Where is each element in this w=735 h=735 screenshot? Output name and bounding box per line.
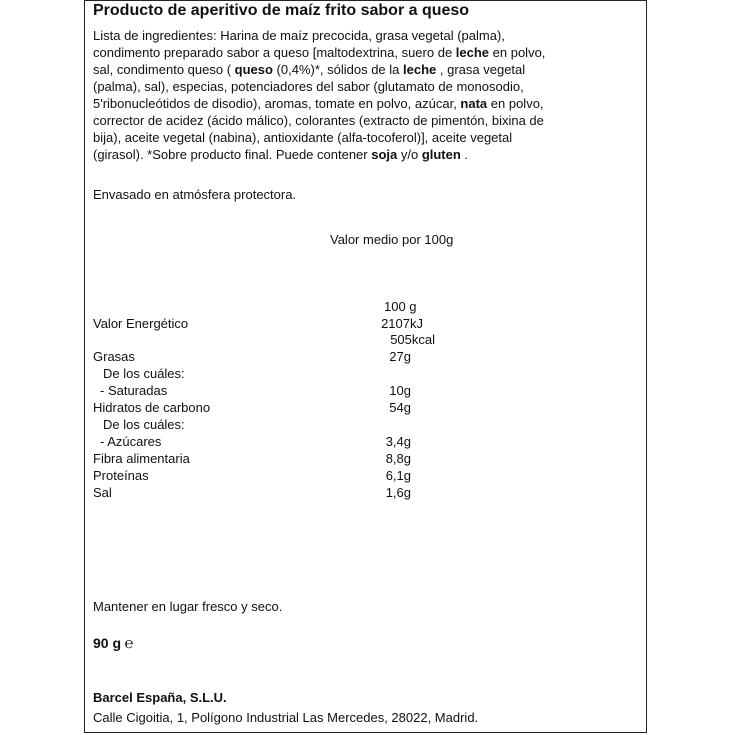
company-name: Barcel España, S.L.U. — [93, 690, 227, 705]
allergen-cream: nata — [460, 96, 488, 111]
allergen-soy: soja — [371, 147, 398, 162]
nutrition-saturated-value: 10g — [389, 383, 411, 398]
nutrition-salt-label: Sal — [93, 485, 112, 500]
allergen-milk: leche — [455, 45, 490, 60]
nutrition-energy-label: Valor Energético — [93, 316, 189, 331]
net-weight — [93, 635, 134, 652]
ingredients-line: bija), aceite vegetal (nabina), antioxidante (alfa-tocoferol)], aceite vegetal — [93, 130, 513, 145]
nutrition-salt-value: 1,6g — [385, 485, 411, 500]
nutrition-fiber-label: Fibra alimentaria — [93, 451, 190, 466]
nutrition-of-which-label: De los cuáles: — [103, 417, 185, 432]
allergen-milk: leche — [403, 62, 437, 77]
nutrition-carbs-value: 54g — [389, 400, 411, 415]
nutrition-column-header: 100 g — [384, 299, 417, 314]
net-weight-value: 90 g — [93, 635, 122, 651]
nutrition-fiber-value: 8,8g — [385, 451, 411, 466]
nutrition-energy-kcal: 505kcal — [390, 332, 435, 347]
product-title: Producto de aperitivo de maíz frito sabor a queso — [93, 2, 470, 19]
ingredients-list — [93, 27, 638, 163]
nutrition-sugars-label: - Azúcares — [100, 434, 162, 449]
nutrition-protein-label: Proteínas — [93, 468, 149, 483]
allergen-gluten: gluten — [421, 147, 461, 162]
nutrition-carbs-label: Hidratos de carbono — [93, 400, 211, 415]
ingredients-line: (palma), sal), especias, potenciadores del sabor (glutamato de monosodio, — [93, 79, 524, 94]
ingredients-line: Lista de ingredientes: Harina de maíz precocida, grasa vegetal (palma), — [93, 28, 505, 43]
nutrition-heading: Valor medio por 100g — [330, 232, 454, 247]
nutrition-sugars-value: 3,4g — [385, 434, 411, 449]
ingredients-line: 5'ribonucleótidos de disodio), aromas, tomate en polvo, azúcar, nata en polvo, — [93, 96, 544, 111]
allergen-cheese: queso — [234, 62, 273, 77]
nutrition-fat-value: 27g — [389, 349, 411, 364]
storage-note: Mantener en lugar fresco y seco. — [93, 599, 283, 614]
nutrition-protein-value: 6,1g — [385, 468, 411, 483]
packaging-note: Envasado en atmósfera protectora. — [93, 187, 297, 202]
nutrition-saturated-label: - Saturadas — [100, 383, 168, 398]
nutrition-of-which-label: De los cuáles: — [103, 366, 185, 381]
estimated-sign-icon: ℮ — [124, 635, 134, 652]
ingredients-line: condimento preparado sabor a queso [maltodextrina, suero de leche en polvo, — [93, 45, 546, 60]
nutrition-energy-kj: 2107kJ — [381, 316, 423, 331]
nutrition-fat-label: Grasas — [93, 349, 135, 364]
ingredients-line: corrector de acidez (ácido málico), colorantes (extracto de pimentón, bixina de — [93, 113, 544, 128]
ingredients-line: sal, condimento queso ( queso (0,4%)*, sólidos de la leche , grasa vegetal — [93, 62, 526, 77]
ingredients-line: (girasol). *Sobre producto final. Puede contener soja y/o gluten . — [93, 147, 469, 162]
company-address: Calle Cigoitia, 1, Polígono Industrial Las Mercedes, 28022, Madrid. — [93, 710, 479, 725]
